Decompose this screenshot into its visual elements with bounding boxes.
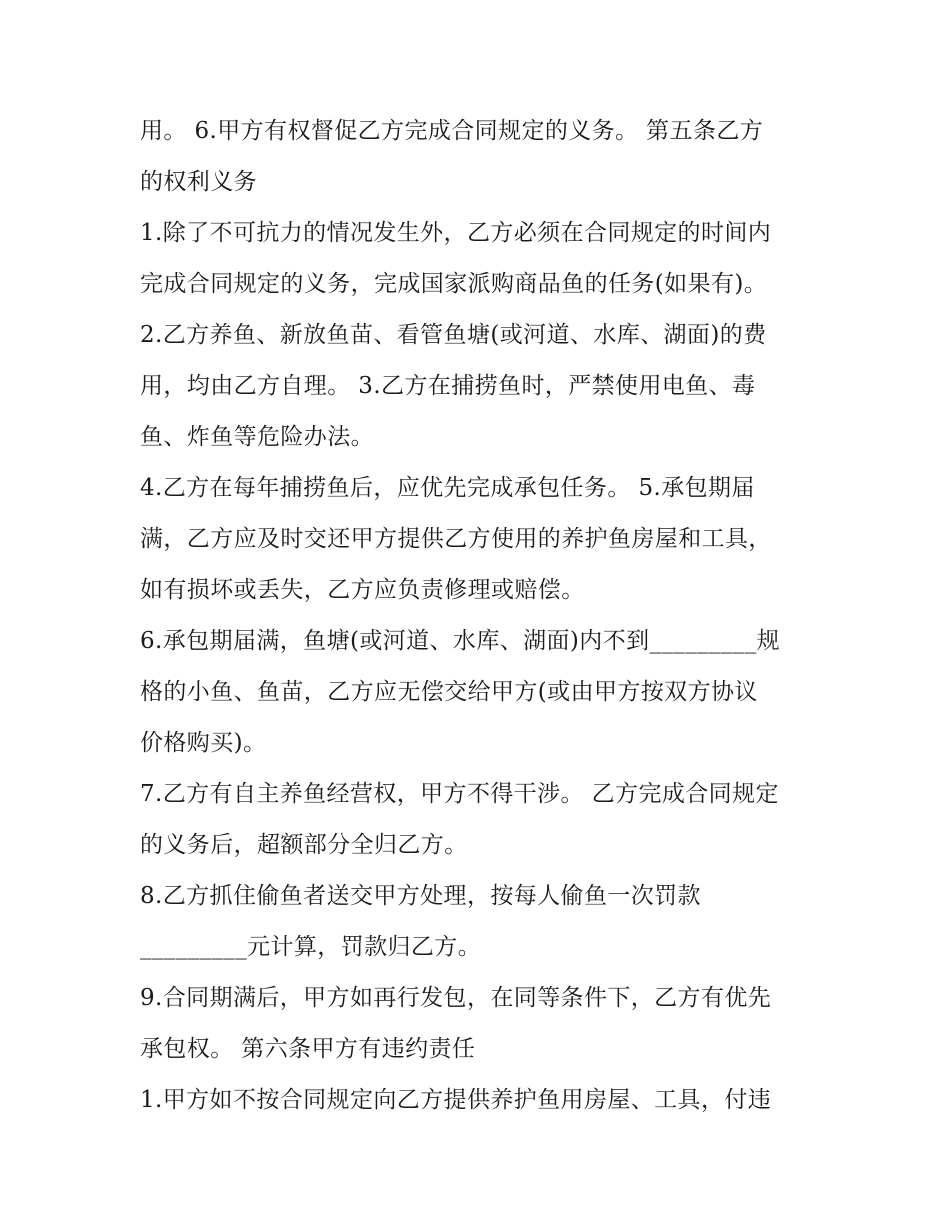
text-line: _________元计算，罚款归乙方。 <box>140 934 482 960</box>
text-line: 1.甲方如不按合同规定向乙方提供养护鱼用房屋、工具，付违 <box>140 1087 772 1113</box>
text-line: 2.乙方养鱼、新放鱼苗、看管鱼塘(或河道、水库、湖面)的费 <box>140 322 767 348</box>
text-line: 满，乙方应及时交还甲方提供乙方使用的养护鱼房屋和工具， <box>140 526 772 552</box>
text-line: 价格购买)。 <box>140 730 267 756</box>
text-line: 的义务后，超额部分全归乙方。 <box>140 832 468 858</box>
text-line: 4.乙方在每年捕捞鱼后，应优先完成承包任务。 5.承包期届 <box>140 475 755 501</box>
text-line: 7.乙方有自主养鱼经营权，甲方不得干涉。 乙方完成合同规定 <box>140 781 779 807</box>
text-line: 格的小鱼、鱼苗，乙方应无偿交给甲方(或由甲方按双方协议 <box>140 679 758 705</box>
text-line: 鱼、炸鱼等危险办法。 <box>140 424 374 450</box>
text-line: 完成合同规定的义务，完成国家派购商品鱼的任务(如果有)。 <box>140 271 768 297</box>
text-line: 的权利义务 <box>140 169 257 195</box>
document-body <box>140 106 820 1126</box>
text-line: 1.除了不可抗力的情况发生外，乙方必须在合同规定的时间内 <box>140 220 772 246</box>
text-line: 用，均由乙方自理。 3.乙方在捕捞鱼时，严禁使用电鱼、毒 <box>140 373 756 399</box>
text-line: 8.乙方抓住偷鱼者送交甲方处理，按每人偷鱼一次罚款 <box>140 883 701 909</box>
text-line: 承包权。 第六条甲方有违约责任 <box>140 1036 476 1062</box>
text-line: 9.合同期满后，甲方如再行发包，在同等条件下，乙方有优先 <box>140 985 772 1011</box>
text-line: 如有损坏或丢失，乙方应负责修理或赔偿。 <box>140 577 585 603</box>
text-line: 用。 6.甲方有权督促乙方完成合同规定的义务。 第五条乙方 <box>140 118 764 144</box>
text-line: 6.承包期届满，鱼塘(或河道、水库、湖面)内不到_________规 <box>140 628 780 654</box>
